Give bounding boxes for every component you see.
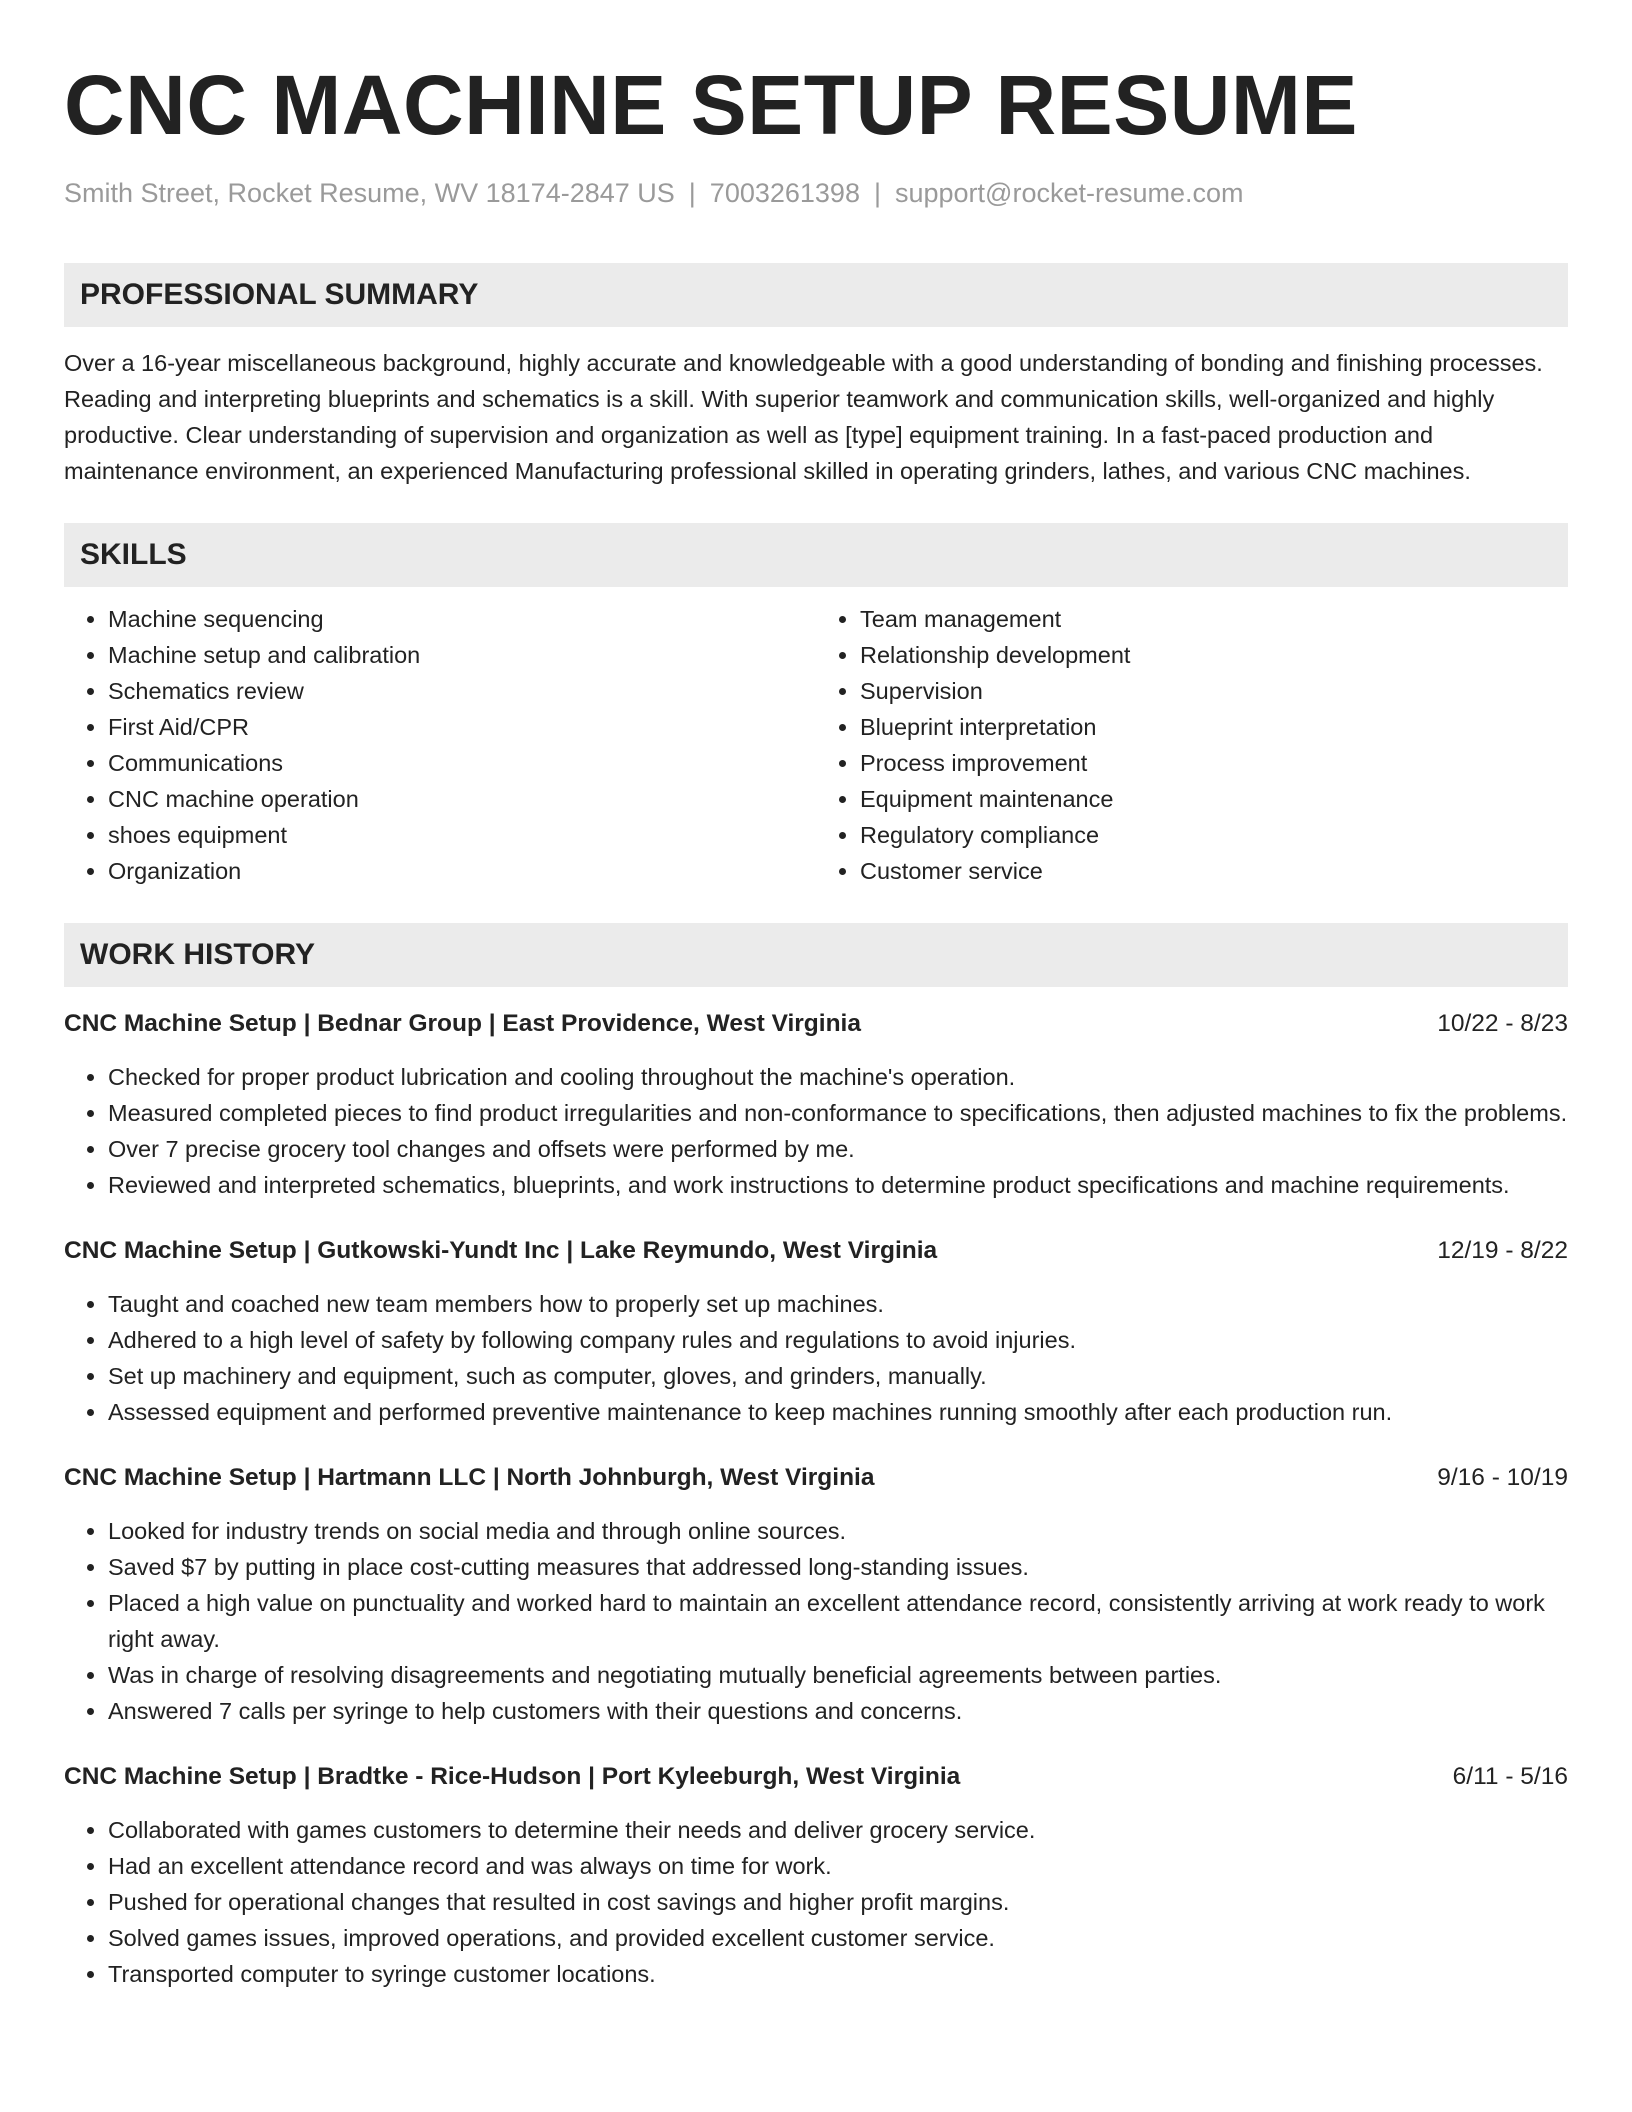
job-header	[64, 1234, 1568, 1268]
job-dates: 9/16 - 10/19	[1437, 1464, 1568, 1491]
contact-phone: 7003261398	[709, 178, 860, 208]
skill-item: • CNC machine operation	[108, 781, 816, 817]
skill-item: • Regulatory compliance	[860, 817, 1568, 853]
job-header	[64, 1461, 1568, 1495]
job-bullet: • Transported computer to syringe customer locations.	[108, 1956, 1568, 1992]
job-bullet: • Taught and coached new team members how to properly set up machines.	[108, 1286, 1568, 1322]
contact-separator: |	[688, 178, 696, 208]
skill-item: • Customer service	[860, 853, 1568, 889]
skills-list	[64, 601, 1568, 889]
job-bullet: • Placed a high value on punctuality and worked hard to maintain an excellent attendance record, consistently arriving at work ready to work right away.	[108, 1585, 1568, 1657]
job-title: CNC Machine Setup | Gutkowski-Yundt Inc | Lake Reymundo, West Virginia	[64, 1237, 938, 1264]
skill-item: • First Aid/CPR	[108, 709, 816, 745]
skill-item: • Machine sequencing	[108, 601, 816, 637]
job-dates: 12/19 - 8/22	[1437, 1237, 1568, 1264]
job-entry	[64, 1007, 1568, 1203]
job-title: CNC Machine Setup | Bradtke - Rice-Hudson | Port Kyleeburgh, West Virginia	[64, 1763, 961, 1790]
job-bullet: • Measured completed pieces to find product irregularities and non-conformance to specifications, then adjusted machines to fix the problems.	[108, 1095, 1568, 1131]
job-entry	[64, 1234, 1568, 1430]
job-bullet: • Reviewed and interpreted schematics, blueprints, and work instructions to determine product specifications and machine requirements.	[108, 1167, 1568, 1203]
job-bullets	[64, 1513, 1568, 1729]
skills-column-right	[816, 601, 1568, 889]
resume-title: CNC MACHINE SETUP RESUME	[64, 58, 1358, 152]
job-bullet: • Set up machinery and equipment, such as computer, gloves, and grinders, manually.	[108, 1358, 1568, 1394]
skill-item: • Relationship development	[860, 637, 1568, 673]
skill-item: • Machine setup and calibration	[108, 637, 816, 673]
job-bullet: • Saved $7 by putting in place cost-cutting measures that addressed long-standing issues.	[108, 1549, 1568, 1585]
contact-line	[64, 176, 1568, 210]
skills-column-left	[64, 601, 816, 889]
job-dates: 10/22 - 8/23	[1437, 1010, 1568, 1037]
job-entry	[64, 1760, 1568, 1992]
job-header	[64, 1007, 1568, 1041]
summary-text: Over a 16-year miscellaneous background, highly accurate and knowledgeable with a good understanding of bonding and finishing processes. Reading and interpreting blueprints and schematics is a skill. With superior teamwork and communication skills, well-organized and highly productive. Clear understanding of supervision and organization as well as [type] equipment training. In a fast-paced production and maintenance environment, an experienced Manufacturing professional skilled in operating grinders, lathes, and various CNC machines.	[64, 350, 1543, 484]
job-bullet: • Adhered to a high level of safety by following company rules and regulations to avoid injuries.	[108, 1322, 1568, 1358]
skill-item: • Organization	[108, 853, 816, 889]
job-bullets	[64, 1059, 1568, 1203]
contact-address: Smith Street, Rocket Resume, WV 18174-2847 US	[64, 178, 675, 208]
job-bullet: • Pushed for operational changes that resulted in cost savings and higher profit margins.	[108, 1884, 1568, 1920]
skill-item: • Blueprint interpretation	[860, 709, 1568, 745]
job-bullet: • Answered 7 calls per syringe to help customers with their questions and concerns.	[108, 1693, 1568, 1729]
job-bullet: • Had an excellent attendance record and was always on time for work.	[108, 1848, 1568, 1884]
contact-email: support@rocket-resume.com	[894, 178, 1244, 208]
skill-item: • Schematics review	[108, 673, 816, 709]
job-title: CNC Machine Setup | Hartmann LLC | North Johnburgh, West Virginia	[64, 1464, 875, 1491]
section-header-summary: PROFESSIONAL SUMMARY	[64, 263, 1568, 327]
job-bullet: • Collaborated with games customers to determine their needs and deliver grocery service.	[108, 1812, 1568, 1848]
section-header-work-history: WORK HISTORY	[64, 923, 1568, 987]
job-bullets	[64, 1286, 1568, 1430]
job-bullet: • Solved games issues, improved operations, and provided excellent customer service.	[108, 1920, 1568, 1956]
section-header-skills: SKILLS	[64, 523, 1568, 587]
job-bullet: • Looked for industry trends on social media and through online sources.	[108, 1513, 1568, 1549]
job-bullet: • Assessed equipment and performed preventive maintenance to keep machines running smoothly after each production run.	[108, 1394, 1568, 1430]
skill-item: • Process improvement	[860, 745, 1568, 781]
skill-item: • shoes equipment	[108, 817, 816, 853]
skill-item: • Communications	[108, 745, 816, 781]
skill-item: • Team management	[860, 601, 1568, 637]
skill-item: • Equipment maintenance	[860, 781, 1568, 817]
contact-separator: |	[873, 178, 881, 208]
job-entry	[64, 1461, 1568, 1729]
skill-item: • Supervision	[860, 673, 1568, 709]
job-bullet: • Over 7 precise grocery tool changes and offsets were performed by me.	[108, 1131, 1568, 1167]
job-header	[64, 1760, 1568, 1794]
job-bullet: • Was in charge of resolving disagreements and negotiating mutually beneficial agreements between parties.	[108, 1657, 1568, 1693]
job-bullet: • Checked for proper product lubrication and cooling throughout the machine's operation.	[108, 1059, 1568, 1095]
job-bullets	[64, 1812, 1568, 1992]
job-dates: 6/11 - 5/16	[1452, 1763, 1568, 1790]
job-title: CNC Machine Setup | Bednar Group | East Providence, West Virginia	[64, 1010, 861, 1037]
